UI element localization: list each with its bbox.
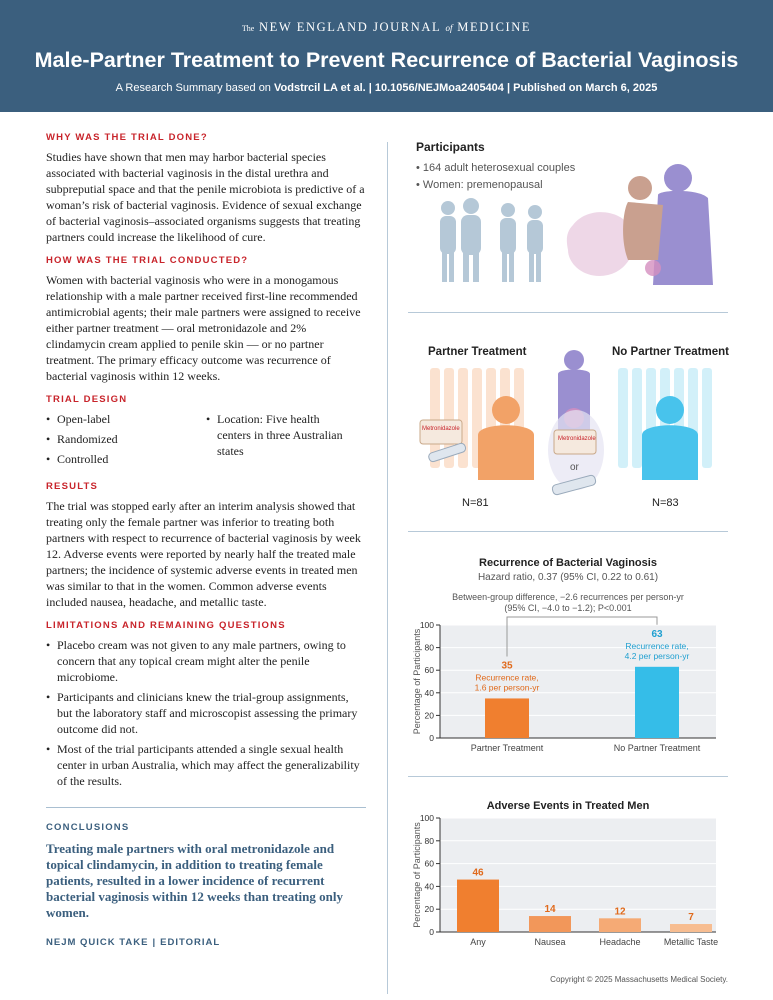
why-heading: WHY WAS THE TRIAL DONE? bbox=[46, 132, 208, 143]
y-tick-label: 20 bbox=[424, 710, 434, 721]
limits-item: • Most of the trial participants attended a single sexual health center in urban Australia, which may affect the generalizability of the results. bbox=[46, 741, 366, 789]
header-banner bbox=[0, 0, 773, 112]
results-text: The trial was stopped early after an interim analysis showed that treating only the female partner was inferior to treating both partners with respect to recurrence of bacterial vaginosis by week 12. Adverse events were reported by nearly half the treated male partners; the incidence of systemic adverse events in treated men was similar to that in the women. Common adverse events included nausea, headache, and metallic taste. bbox=[46, 499, 361, 609]
design-list-left bbox=[46, 411, 206, 471]
link-separator: | bbox=[152, 937, 157, 948]
y-tick-label: 40 bbox=[424, 687, 434, 698]
bar bbox=[599, 918, 641, 932]
limits-item: • Placebo cream was not given to any male partners, owing to concern that any topical cream might alter the penile microbiome. bbox=[46, 637, 366, 685]
section-divider bbox=[408, 776, 728, 777]
design-item: • Randomized bbox=[46, 431, 206, 447]
chart1-annotation-line1: Between-group difference, −2.6 recurrences per person-yr bbox=[452, 592, 684, 602]
page-subtitle bbox=[0, 82, 773, 94]
no-treatment-n: N=83 bbox=[652, 497, 679, 509]
y-axis-label: Percentage of Participants bbox=[412, 822, 422, 928]
design-item: • Open-label bbox=[46, 411, 206, 427]
y-tick-label: 0 bbox=[429, 927, 434, 937]
copyright: Copyright © 2025 Massachusetts Medical Society. bbox=[550, 975, 728, 984]
y-tick-label: 20 bbox=[424, 904, 434, 915]
treatment-arm-label: Partner Treatment bbox=[428, 346, 527, 358]
divider bbox=[46, 807, 366, 808]
adverse-events-chart bbox=[408, 808, 733, 953]
participants-item: • 164 adult heterosexual couples bbox=[416, 160, 575, 177]
drug1-label: Metronidazole bbox=[422, 426, 460, 432]
design-lists bbox=[46, 411, 366, 481]
x-tick-label: No Partner Treatment bbox=[613, 743, 701, 753]
chart1-subtitle: Hazard ratio, 0.37 (95% CI, 0.22 to 0.61) bbox=[477, 572, 659, 583]
x-tick-label: Any bbox=[470, 937, 486, 947]
quick-take-link[interactable]: NEJM QUICK TAKE bbox=[46, 937, 149, 948]
bar-value-label: 46 bbox=[472, 867, 484, 879]
participants-title: Participants bbox=[416, 140, 485, 154]
x-tick-label: Headache bbox=[599, 937, 641, 947]
or-label: or bbox=[570, 462, 579, 473]
left-column bbox=[46, 132, 366, 921]
couples-silhouettes-icon bbox=[440, 198, 543, 282]
y-tick-label: 40 bbox=[424, 881, 434, 892]
footer-links bbox=[46, 937, 220, 948]
limits-heading: LIMITATIONS AND REMAINING QUESTIONS bbox=[46, 620, 286, 631]
participants-illustration bbox=[408, 140, 738, 305]
section-divider bbox=[408, 312, 728, 313]
page-title: Male-Partner Treatment to Prevent Recurrence of Bacterial Vaginosis bbox=[34, 48, 739, 72]
design-heading: TRIAL DESIGN bbox=[46, 394, 128, 405]
chart1-annotation-line2: (95% CI, −4.0 to −1.2); P<0.001 bbox=[504, 603, 632, 613]
journal-prefix: The bbox=[241, 24, 255, 33]
design-item: • Location: Five health centers in three Australian states bbox=[206, 411, 356, 459]
bar-value-label: 35 bbox=[501, 660, 513, 672]
bar-note-line1: Recurrence rate, bbox=[625, 640, 689, 651]
chart2-title: Adverse Events in Treated Men bbox=[486, 800, 650, 812]
bar-value-label: 63 bbox=[651, 628, 663, 640]
bar bbox=[485, 698, 529, 738]
subtitle-lead: A Research Summary based on bbox=[115, 82, 271, 94]
bar-value-label: 14 bbox=[544, 904, 556, 916]
design-list-right bbox=[206, 411, 356, 471]
y-axis-label: Percentage of Participants bbox=[412, 628, 422, 735]
how-text: Women with bacterial vaginosis who were in a monogamous relationship with a male partner received first-line recommended antimicrobial agents; their male partners were assigned to receive either partner treatment — oral metronidazole and 2% clindamycin cream applied to penile skin — or no partner treatment. The primary efficacy outcome was recurrence of bacterial vaginosis within 12 weeks. bbox=[46, 273, 361, 383]
bar-note-line1: Recurrence rate, bbox=[475, 672, 539, 683]
x-tick-label: Partner Treatment bbox=[470, 743, 544, 753]
conclusions-text: Treating male partners with oral metronidazole and topical clindamycin, in addition to treating female patients, resulted in a lower incidence of recurrent bacterial vaginosis within 12 weeks than treating only women. bbox=[46, 841, 343, 920]
participants-item: • Women: premenopausal bbox=[416, 177, 575, 194]
conclusions-heading: CONCLUSIONS bbox=[46, 822, 130, 833]
column-divider bbox=[387, 142, 388, 994]
limits-item: • Participants and clinicians knew the trial-group assignments, but the laboratory staff and microscopist assessing the primary outcome did not. bbox=[46, 689, 366, 737]
y-tick-label: 0 bbox=[429, 733, 434, 743]
couple-embrace-icon bbox=[623, 164, 713, 285]
journal-name bbox=[0, 20, 773, 35]
bar bbox=[670, 924, 712, 932]
editorial-link[interactable]: EDITORIAL bbox=[160, 937, 221, 948]
citation-link[interactable]: Vodstrcil LA et al. | 10.1056/NEJMoa2405404 | Published on March 6, 2025 bbox=[274, 82, 658, 94]
y-tick-label: 80 bbox=[424, 835, 434, 846]
journal-suffix: MEDICINE bbox=[457, 20, 532, 34]
metronidazole-box-icon bbox=[420, 420, 462, 444]
y-tick-label: 100 bbox=[419, 813, 434, 823]
bar-value-label: 7 bbox=[688, 912, 694, 924]
how-heading: HOW WAS THE TRIAL CONDUCTED? bbox=[46, 255, 249, 266]
why-text: Studies have shown that men may harbor bacterial species associated with bacterial vaginosis in the distal urethra and subpreputial space and that the penile microbiota is predictive of a woman’s risk of bacterial vaginosis. Evidence of sexual exchange of bacterial vaginosis–associated organisms suggests that treating partners could increase the likelihood of cure. bbox=[46, 150, 365, 244]
journal-main: NEW ENGLAND JOURNAL bbox=[259, 20, 441, 34]
y-tick-label: 60 bbox=[424, 665, 434, 676]
bar-value-label: 12 bbox=[614, 906, 626, 918]
y-tick-label: 100 bbox=[419, 620, 434, 630]
results-heading: RESULTS bbox=[46, 481, 99, 492]
metronidazole-box-female-icon bbox=[554, 430, 596, 454]
chart1-title: Recurrence of Bacterial Vaginosis bbox=[479, 557, 657, 569]
recurrence-chart bbox=[408, 612, 733, 762]
bar-note-line2: 1.6 per person-yr bbox=[474, 682, 540, 693]
treatment-n: N=81 bbox=[462, 497, 489, 509]
section-divider bbox=[408, 531, 728, 532]
bar-note-line2: 4.2 per person-yr bbox=[624, 650, 690, 661]
bar bbox=[529, 916, 571, 932]
drug1-label-female: Metronidazole bbox=[558, 436, 596, 442]
y-tick-label: 80 bbox=[424, 642, 434, 653]
limits-list bbox=[46, 637, 366, 789]
no-treatment-arm-label: No Partner Treatment bbox=[612, 346, 729, 358]
design-item: • Controlled bbox=[46, 451, 206, 467]
journal-of: of bbox=[445, 23, 453, 33]
arms-illustration bbox=[408, 340, 738, 505]
bar bbox=[457, 880, 499, 932]
x-tick-label: Metallic Taste bbox=[663, 937, 719, 947]
y-tick-label: 60 bbox=[424, 858, 434, 869]
x-tick-label: Nausea bbox=[534, 937, 566, 947]
bar bbox=[635, 667, 679, 738]
